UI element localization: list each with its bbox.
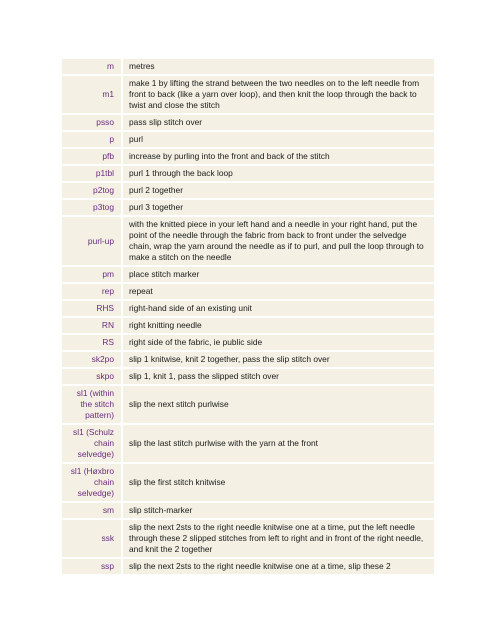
table-row	[62, 183, 434, 198]
table-row	[62, 425, 434, 462]
definition-cell: purl 1 through the back loop	[121, 166, 434, 181]
definition-cell: right side of the fabric, ie public side	[121, 335, 434, 350]
abbreviation-cell: pm	[62, 267, 121, 282]
abbreviation-cell: RS	[62, 335, 121, 350]
abbreviation-cell: sm	[62, 503, 121, 518]
abbreviation-cell: purl-up	[62, 217, 121, 265]
definition-cell: slip 1, knit 1, pass the slipped stitch over	[121, 369, 434, 384]
table-row	[62, 386, 434, 423]
abbreviation-cell: RN	[62, 318, 121, 333]
table-row	[62, 166, 434, 181]
table-row	[62, 115, 434, 130]
abbreviation-cell: ssk	[62, 520, 121, 557]
definition-cell: repeat	[121, 284, 434, 299]
table-row	[62, 200, 434, 215]
definition-cell: slip the next stitch purlwise	[121, 386, 434, 423]
table-row	[62, 503, 434, 518]
abbreviation-cell: pfb	[62, 149, 121, 164]
definition-cell: slip the first stitch knitwise	[121, 464, 434, 501]
table-row	[62, 318, 434, 333]
table-row	[62, 559, 434, 574]
definition-cell: purl	[121, 132, 434, 147]
abbreviation-cell: psso	[62, 115, 121, 130]
abbreviation-cell: p2tog	[62, 183, 121, 198]
table-row	[62, 267, 434, 282]
definition-cell: place stitch marker	[121, 267, 434, 282]
abbreviations-table	[62, 57, 434, 576]
table-row	[62, 132, 434, 147]
table-row	[62, 149, 434, 164]
abbreviation-cell: ssp	[62, 559, 121, 574]
table-row	[62, 464, 434, 501]
definition-cell: pass slip stitch over	[121, 115, 434, 130]
definition-cell: right knitting needle	[121, 318, 434, 333]
definition-cell: slip stitch-marker	[121, 503, 434, 518]
abbreviation-cell: rep	[62, 284, 121, 299]
definition-cell: right-hand side of an existing unit	[121, 301, 434, 316]
table-row	[62, 76, 434, 113]
definition-cell: slip the next 2sts to the right needle knitwise one at a time, slip these 2	[121, 559, 434, 574]
definition-cell: slip the last stitch purlwise with the yarn at the front	[121, 425, 434, 462]
table-row	[62, 369, 434, 384]
abbreviation-cell: RHS	[62, 301, 121, 316]
abbreviation-cell: sl1 (Høxbro chain selvedge)	[62, 464, 121, 501]
abbreviation-cell: p	[62, 132, 121, 147]
abbreviation-cell: sl1 (Schulz chain selvedge)	[62, 425, 121, 462]
definition-cell: slip 1 knitwise, knit 2 together, pass the slip stitch over	[121, 352, 434, 367]
table-row	[62, 59, 434, 74]
abbreviation-cell: sl1 (within the stitch pattern)	[62, 386, 121, 423]
abbreviation-cell: p1tbl	[62, 166, 121, 181]
definition-cell: purl 3 together	[121, 200, 434, 215]
abbreviation-cell: skpo	[62, 369, 121, 384]
table-row	[62, 217, 434, 265]
definition-cell: slip the next 2sts to the right needle knitwise one at a time, put the left needle through these 2 slipped stitches from left to right and in front of the right needle, and knit the 2 together	[121, 520, 434, 557]
abbreviation-cell: m	[62, 59, 121, 74]
table-row	[62, 301, 434, 316]
definition-cell: increase by purling into the front and back of the stitch	[121, 149, 434, 164]
table-row	[62, 520, 434, 557]
table-row	[62, 352, 434, 367]
abbreviation-cell: p3tog	[62, 200, 121, 215]
abbreviation-cell: m1	[62, 76, 121, 113]
table-row	[62, 335, 434, 350]
definition-cell: purl 2 together	[121, 183, 434, 198]
definition-cell: make 1 by lifting the strand between the two needles on to the left needle from front to back (like a yarn over loop), and then knit the loop through the back to twist and close the stitch	[121, 76, 434, 113]
abbreviation-cell: sk2po	[62, 352, 121, 367]
definition-cell: metres	[121, 59, 434, 74]
definition-cell: with the knitted piece in your left hand and a needle in your right hand, put the point of the needle through the fabric from back to front under the selvedge chain, wrap the yarn around the needle as if to purl, and pull the loop through to make a stitch on the needle	[121, 217, 434, 265]
table-row	[62, 284, 434, 299]
